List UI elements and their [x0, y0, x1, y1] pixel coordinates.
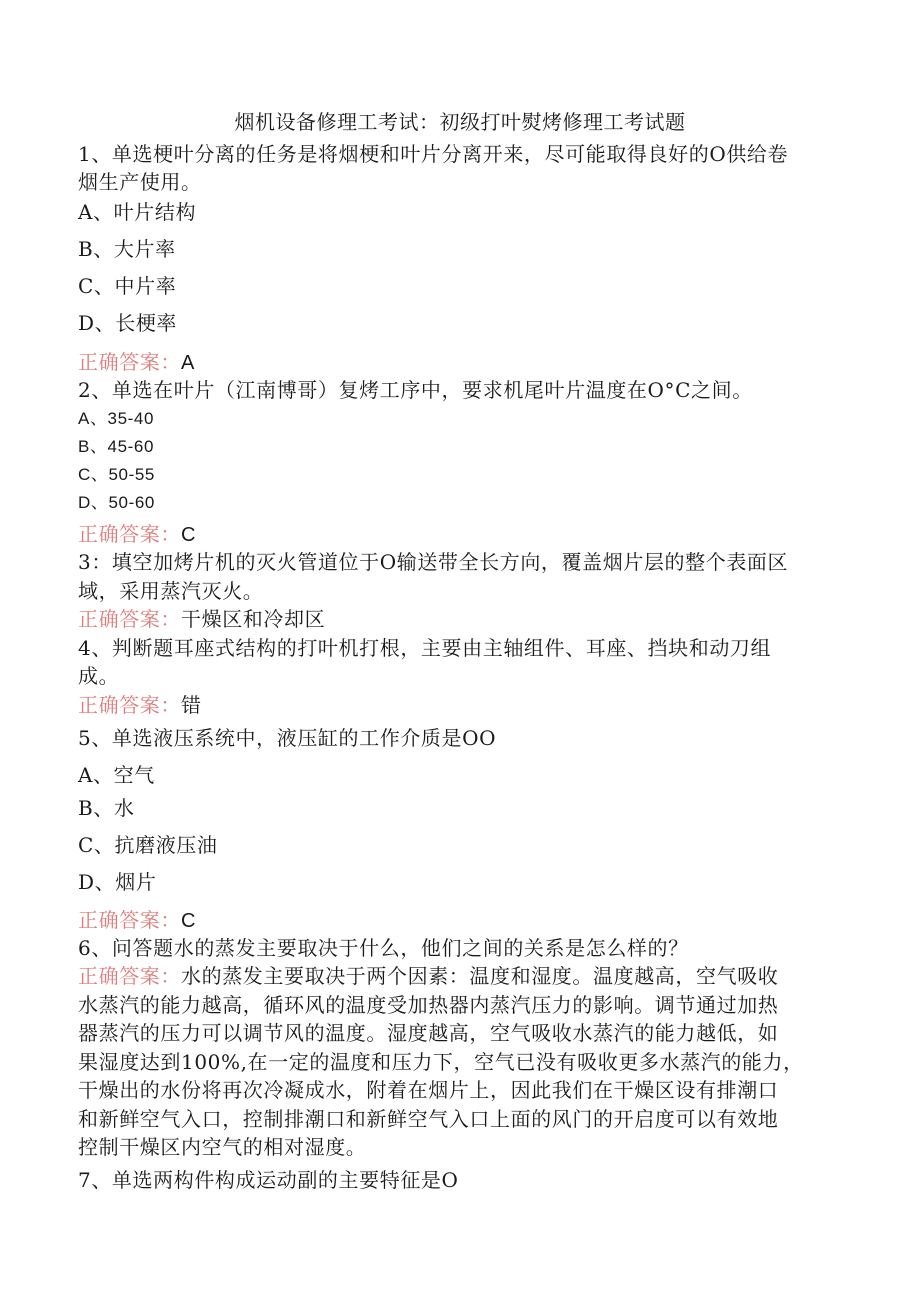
- document-title: 烟机设备修理工考试：初级打叶熨烤修理工考试题: [234, 110, 686, 134]
- answer-value: 干燥区和冷却区: [181, 607, 326, 631]
- question-5-text: 5、单选液压系统中，液压缸的工作介质是OO: [78, 726, 497, 750]
- answer-label: 正确答案：: [78, 522, 181, 546]
- question-4-answer: [78, 691, 828, 719]
- question-4-text: 4、判断题耳座式结构的打叶机打根，主要由主轴组件、耳座、挡块和动刀组: [78, 636, 772, 660]
- answer-value: A: [181, 352, 195, 374]
- question-3-answer: [78, 605, 828, 633]
- question-5-option-d: D、烟片: [78, 870, 157, 894]
- question-5-option-a: A、空气: [78, 763, 155, 787]
- question-1-answer: [78, 348, 828, 377]
- answer-label: 正确答案：: [78, 908, 181, 932]
- answer-label: 正确答案：: [78, 693, 181, 717]
- question-2-option-b: B、45-60: [78, 437, 155, 456]
- question-2-option-d: D、50-60: [78, 493, 155, 512]
- question-7-text: 7、单选两构件构成运动副的主要特征是O: [78, 1168, 459, 1192]
- answer-value: 水的蒸发主要取决于两个因素：温度和湿度。温度越高，空气吸收: [181, 964, 779, 988]
- question-6-answer-line: 控制干燥区内空气的相对湿度。: [78, 1135, 367, 1159]
- answer-label: 正确答案：: [78, 964, 181, 988]
- question-6-answer-line: 水蒸汽的能力越高，循环风的温度受加热器内蒸汽压力的影响。调节通过加热: [78, 993, 779, 1017]
- question-1-option-c: C、中片率: [78, 274, 177, 298]
- answer-label: 正确答案：: [78, 350, 181, 374]
- question-1-option-a: A、叶片结构: [78, 200, 197, 224]
- question-1-option-b: B、大片率: [78, 237, 176, 261]
- question-6-answer-line: 干燥出的水份将再次冷凝成水，附着在烟片上，因此我们在干燥区设有排潮口: [78, 1078, 779, 1102]
- question-2-option-a: A、35-40: [78, 409, 155, 428]
- question-1-text-cont: 烟生产使用。: [78, 170, 202, 194]
- question-2-text: 2、单选在叶片（江南博哥）复烤工序中，要求机尾叶片温度在O°C之间。: [78, 378, 753, 402]
- question-3-text-cont: 域，采用蒸汽灭火。: [78, 579, 264, 603]
- question-6-text: 6、问答题水的蒸发主要取决于什么，他们之间的关系是怎么样的？: [78, 936, 689, 960]
- question-6-answer-line: 果湿度达到100%,在一定的温度和压力下，空气已没有吸收更多水蒸汽的能力，: [78, 1050, 804, 1074]
- answer-value: C: [181, 524, 197, 546]
- question-6-answer-line: 和新鲜空气入口，控制排潮口和新鲜空气入口上面的风门的开启度可以有效地: [78, 1107, 779, 1131]
- answer-value: C: [181, 910, 197, 932]
- question-5-option-b: B、水: [78, 796, 135, 820]
- question-6-answer-line: 器蒸汽的压力可以调节风的温度。湿度越高，空气吸收水蒸汽的能力越低，如: [78, 1021, 779, 1045]
- question-6-answer: [78, 962, 828, 990]
- question-2-option-c: C、50-55: [78, 465, 155, 484]
- question-1-text: 1、单选梗叶分离的任务是将烟梗和叶片分离开来，尽可能取得良好的O供给卷: [78, 142, 789, 166]
- question-4-text-cont: 成。: [78, 664, 120, 688]
- question-5-option-c: C、抗磨液压油: [78, 833, 218, 857]
- question-2-answer: [78, 520, 828, 549]
- answer-label: 正确答案：: [78, 607, 181, 631]
- answer-value: 错: [181, 693, 202, 717]
- question-3-text: 3：填空加烤片机的灭火管道位于O输送带全长方向，覆盖烟片层的整个表面区: [78, 550, 789, 574]
- question-1-option-d: D、长梗率: [78, 311, 178, 335]
- question-5-answer: [78, 906, 828, 935]
